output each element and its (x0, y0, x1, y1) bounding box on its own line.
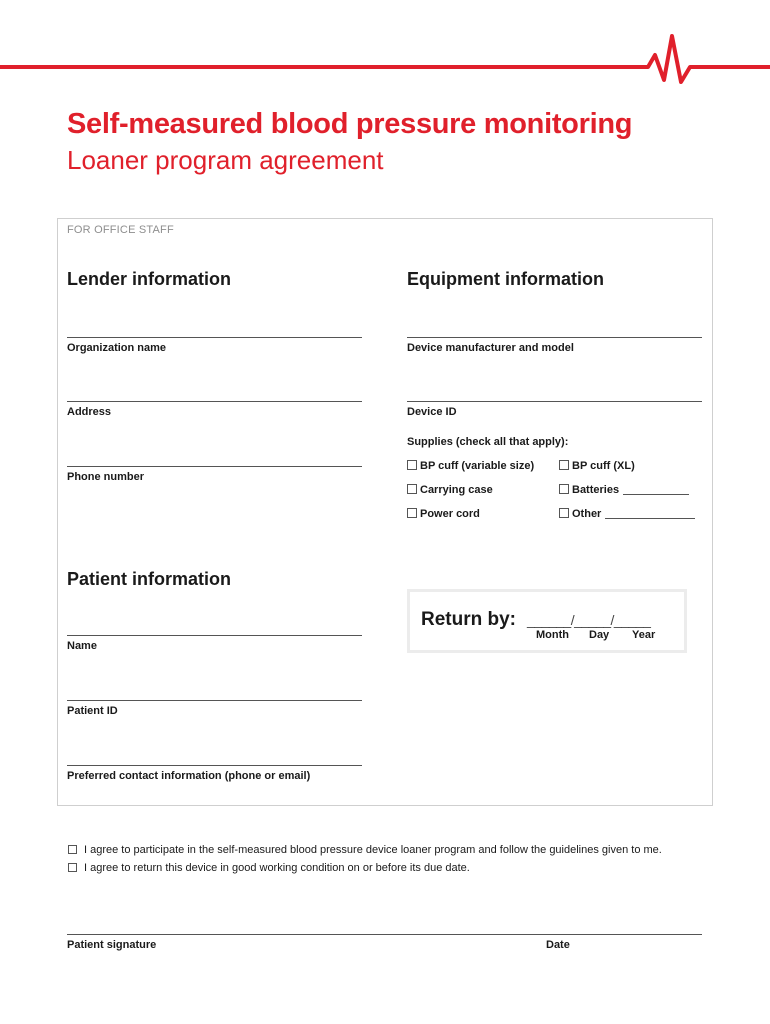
organization-name-field[interactable] (67, 337, 362, 338)
device-id-field[interactable] (407, 401, 702, 402)
return-year-label: Year (632, 629, 656, 641)
address-label: Address (67, 406, 112, 418)
patient-heading: Patient information (67, 569, 232, 589)
return-day-label: Day (589, 629, 610, 641)
device-model-label: Device manufacturer and model (407, 342, 574, 354)
patient-id-label: Patient ID (67, 705, 118, 717)
device-id-label: Device ID (407, 406, 457, 418)
checkbox-icon[interactable] (407, 508, 417, 518)
agreement-participate[interactable]: I agree to participate in the self-measured blood pressure device loaner program and follow the guidelines given to me. (68, 844, 662, 856)
patient-id-field[interactable] (67, 700, 362, 701)
patient-name-label: Name (67, 640, 97, 652)
supply-power-cord[interactable]: Power cord (407, 508, 480, 520)
device-model-field[interactable] (407, 337, 702, 338)
agreement-return[interactable]: I agree to return this device in good working condition on or before its due date. (68, 862, 470, 874)
supply-carrying-case[interactable]: Carrying case (407, 484, 493, 496)
checkbox-icon[interactable] (559, 484, 569, 494)
checkbox-icon[interactable] (407, 484, 417, 494)
heartbeat-path (0, 36, 770, 82)
batteries-blank-field[interactable] (623, 494, 689, 495)
page-subtitle: Loaner program agreement (67, 145, 384, 175)
checkbox-icon[interactable] (559, 460, 569, 470)
lender-heading: Lender information (67, 269, 232, 289)
phone-number-field[interactable] (67, 466, 362, 467)
checkbox-icon[interactable] (559, 508, 569, 518)
equipment-heading: Equipment information (407, 269, 604, 289)
patient-signature-label: Patient signature (67, 939, 157, 951)
supply-bp-cuff-variable[interactable]: BP cuff (variable size) (407, 460, 534, 472)
return-month-label: Month (536, 629, 569, 641)
contact-info-label: Preferred contact information (phone or email) (67, 770, 311, 782)
supply-bp-cuff-xl[interactable]: BP cuff (XL) (559, 460, 635, 472)
address-field[interactable] (67, 401, 362, 402)
page-title: Self-measured blood pressure monitoring (67, 108, 633, 140)
office-staff-label: FOR OFFICE STAFF (67, 224, 174, 236)
date-label: Date (546, 939, 570, 951)
return-date-field[interactable]: ______/_____/_____ (527, 612, 651, 628)
organization-name-label: Organization name (67, 342, 167, 354)
phone-number-label: Phone number (67, 471, 145, 483)
checkbox-icon[interactable] (68, 845, 77, 854)
supply-other[interactable]: Other (559, 508, 695, 520)
signature-line[interactable] (67, 934, 702, 935)
contact-info-field[interactable] (67, 765, 362, 766)
heartbeat-line-graphic (0, 30, 770, 90)
other-blank-field[interactable] (605, 518, 695, 519)
patient-name-field[interactable] (67, 635, 362, 636)
checkbox-icon[interactable] (68, 863, 77, 872)
supply-batteries[interactable]: Batteries (559, 484, 689, 496)
return-by-label: Return by: (421, 609, 516, 630)
supplies-label: Supplies (check all that apply): (407, 436, 569, 448)
checkbox-icon[interactable] (407, 460, 417, 470)
